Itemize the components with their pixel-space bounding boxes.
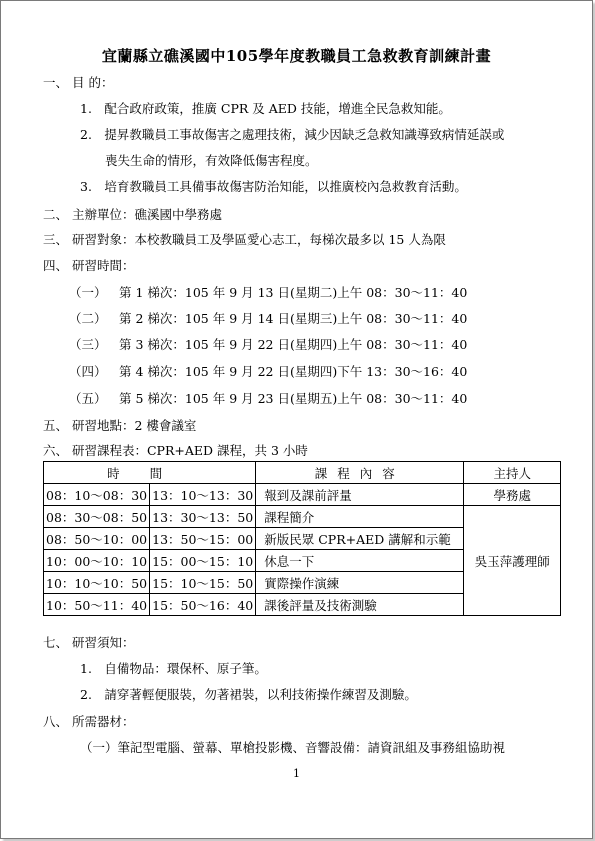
- cell-time-am: 08：10～08：30: [44, 484, 150, 506]
- cell-time-am: 10：50～11：40: [44, 594, 150, 616]
- header-host: 主持人: [464, 462, 561, 484]
- document-title: 宜蘭縣立礁溪國中105學年度教職員工急救教育訓練計畫: [101, 47, 492, 65]
- cell-time-pm: 15：00～15：10: [150, 550, 256, 572]
- section-4-heading: 四、 研習時間：: [43, 258, 135, 273]
- section-1-item-1: 1. 配合政府政策，推廣 CPR 及 AED 技能，增進全民急救知能。: [80, 101, 451, 116]
- cell-host: 學務處: [464, 484, 561, 506]
- schedule-num-1: （一）: [69, 285, 107, 300]
- cell-time-pm: 15：50～16：40: [150, 594, 256, 616]
- table-row: [44, 484, 561, 506]
- section-1-item-2: 2. 提昇教職員工事故傷害之處理技術，減少因缺乏急救知識導致病情延誤或: [80, 127, 505, 142]
- header-course: 課程內容: [256, 462, 464, 484]
- section-3: 三、 研習對象：本校教職員工及學區愛心志工，每梯次最多以 15 人為限: [43, 232, 446, 247]
- schedule-text-5: 第 5 梯次：105 年 9 月 23 日(星期五)上午 08：30～11：40: [119, 391, 468, 406]
- schedule-text-1: 第 1 梯次：105 年 9 月 13 日(星期二)上午 08：30～11：40: [119, 285, 468, 300]
- section-8-item-1: （一）筆記型電腦、螢幕、單槍投影機、音響設備：請資訊組及事務組協助視: [80, 740, 506, 755]
- section-7-item-2: 2. 請穿著輕便服裝，勿著裙裝，以利技術操作練習及測驗。: [80, 687, 417, 702]
- cell-course: 休息一下: [256, 550, 464, 572]
- page-number: 1: [293, 767, 300, 780]
- cell-time-pm: 15：10～15：50: [150, 572, 256, 594]
- cell-course: 實際操作演練: [256, 572, 464, 594]
- cell-course: 新版民眾 CPR+AED 講解和示範: [256, 528, 464, 550]
- section-2: 二、 主辦單位：礁溪國中學務處: [43, 207, 222, 222]
- section-7-item-1: 1. 自備物品：環保杯、原子筆。: [80, 661, 267, 676]
- schedule-num-4: （四）: [69, 364, 107, 379]
- cell-time-am: 08：50～10：00: [44, 528, 150, 550]
- section-1-heading: 一、 目 的：: [43, 75, 114, 90]
- cell-time-pm: 13：30～13：50: [150, 506, 256, 528]
- section-1-item-2-cont: 喪失生命的情形，有效降低傷害程度。: [105, 153, 318, 168]
- table-header-row: [44, 462, 561, 484]
- course-table: [43, 461, 561, 616]
- cell-time-am: 10：10～10：50: [44, 572, 150, 594]
- section-5: 五、 研習地點：2 樓會議室: [43, 418, 197, 433]
- schedule-num-3: （三）: [69, 337, 107, 352]
- schedule-num-2: （二）: [69, 311, 107, 326]
- schedule-text-2: 第 2 梯次：105 年 9 月 14 日(星期三)上午 08：30～11：40: [119, 311, 468, 326]
- schedule-text-3: 第 3 梯次：105 年 9 月 22 日(星期四)上午 08：30～11：40: [119, 337, 468, 352]
- cell-course: 報到及課前評量: [256, 484, 464, 506]
- schedule-text-4: 第 4 梯次：105 年 9 月 22 日(星期四)下午 13：30～16：40: [119, 364, 468, 379]
- cell-time-am: 08：30～08：50: [44, 506, 150, 528]
- cell-time-pm: 13：10～13：30: [150, 484, 256, 506]
- cell-course: 課程簡介: [256, 506, 464, 528]
- schedule-num-5: （五）: [69, 391, 107, 406]
- section-6: 六、 研習課程表：CPR+AED 課程，共 3 小時: [43, 443, 308, 458]
- cell-time-am: 10：00～10：10: [44, 550, 150, 572]
- table-row: [44, 506, 561, 528]
- cell-time-pm: 13：50～15：00: [150, 528, 256, 550]
- cell-course: 課後評量及技術測驗: [256, 594, 464, 616]
- section-8-heading: 八、 所需器材：: [43, 714, 135, 729]
- section-1-item-3: 3. 培育教職員工具備事故傷害防治知能，以推廣校內急救教育活動。: [80, 179, 467, 194]
- section-7-heading: 七、 研習須知：: [43, 635, 135, 650]
- header-time: 時間: [44, 462, 256, 484]
- cell-host: 吳玉萍護理師: [464, 506, 561, 616]
